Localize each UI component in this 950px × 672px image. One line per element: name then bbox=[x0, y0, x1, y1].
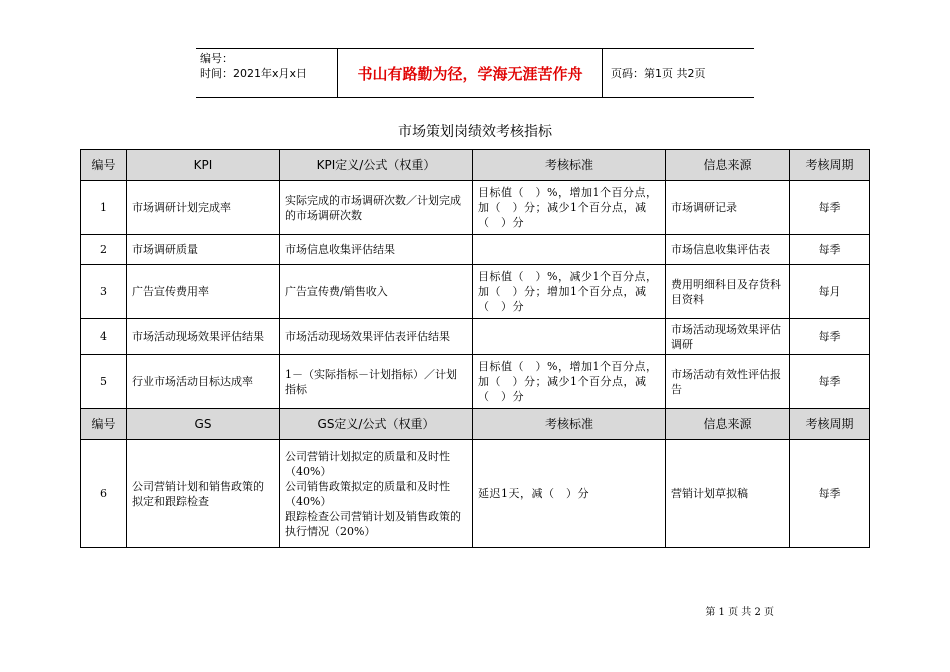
page-header bbox=[196, 48, 754, 98]
row-definition: 1－（实际指标－计划指标）／计划指标 bbox=[280, 355, 473, 409]
table-row bbox=[81, 235, 870, 265]
col-header-period: 考核周期 bbox=[790, 409, 870, 440]
col-header-kpi: KPI bbox=[127, 150, 280, 181]
col-header-standard: 考核标准 bbox=[473, 409, 666, 440]
row-period: 每季 bbox=[790, 319, 870, 355]
row-standard bbox=[473, 235, 666, 265]
col-header-gs-definition: GS定义/公式（权重） bbox=[280, 409, 473, 440]
row-standard: 目标值（ ）%，增加1个百分点，加（ ）分；减少1个百分点，减（ ）分 bbox=[473, 355, 666, 409]
row-no: 4 bbox=[81, 319, 127, 355]
row-source: 市场调研记录 bbox=[666, 181, 790, 235]
row-source: 市场活动有效性评估报告 bbox=[666, 355, 790, 409]
col-header-no: 编号 bbox=[81, 409, 127, 440]
col-header-gs: GS bbox=[127, 409, 280, 440]
document-time-label: 时间：2021年x月x日 bbox=[200, 67, 308, 80]
definition-line: 跟踪检查公司营销计划及销售政策的执行情况（20%） bbox=[285, 509, 461, 538]
table-row bbox=[81, 265, 870, 319]
row-period: 每季 bbox=[790, 440, 870, 548]
col-header-no: 编号 bbox=[81, 150, 127, 181]
col-header-source: 信息来源 bbox=[666, 409, 790, 440]
kpi-header-row bbox=[81, 150, 870, 181]
row-no: 5 bbox=[81, 355, 127, 409]
gs-header-row bbox=[81, 409, 870, 440]
row-period: 每季 bbox=[790, 181, 870, 235]
table-row bbox=[81, 319, 870, 355]
col-header-standard: 考核标准 bbox=[473, 150, 666, 181]
row-standard: 目标值（ ）%，增加1个百分点，加（ ）分；减少1个百分点，减（ ）分 bbox=[473, 181, 666, 235]
row-source: 市场活动现场效果评估调研 bbox=[666, 319, 790, 355]
row-no: 6 bbox=[81, 440, 127, 548]
col-header-period: 考核周期 bbox=[790, 150, 870, 181]
row-kpi-name: 市场活动现场效果评估结果 bbox=[127, 319, 280, 355]
document-title: 市场策划岗绩效考核指标 bbox=[398, 124, 552, 140]
row-definition: 市场信息收集评估结果 bbox=[280, 235, 473, 265]
col-header-kpi-definition: KPI定义/公式（权重） bbox=[280, 150, 473, 181]
row-source: 市场信息收集评估表 bbox=[666, 235, 790, 265]
row-no: 1 bbox=[81, 181, 127, 235]
definition-line: 公司销售政策拟定的质量和及时性（40%） bbox=[285, 479, 450, 508]
table-row bbox=[81, 440, 870, 548]
row-period: 每月 bbox=[790, 265, 870, 319]
row-source: 营销计划草拟稿 bbox=[666, 440, 790, 548]
row-definition: 市场活动现场效果评估表评估结果 bbox=[280, 319, 473, 355]
row-kpi-name: 市场调研质量 bbox=[127, 235, 280, 265]
row-period: 每季 bbox=[790, 235, 870, 265]
row-kpi-name: 行业市场活动目标达成率 bbox=[127, 355, 280, 409]
header-page-number: 页码：第1页 共2页 bbox=[611, 67, 706, 80]
page-footer: 第 1 页 共 2 页 bbox=[705, 607, 774, 618]
document-number-label: 编号： bbox=[200, 52, 233, 65]
header-meta bbox=[196, 49, 338, 97]
col-header-source: 信息来源 bbox=[666, 150, 790, 181]
row-no: 2 bbox=[81, 235, 127, 265]
table-row bbox=[81, 355, 870, 409]
kpi-table bbox=[80, 149, 870, 548]
header-motto: 书山有路勤为径，学海无涯苦作舟 bbox=[338, 49, 603, 97]
row-definition bbox=[280, 440, 473, 548]
row-period: 每季 bbox=[790, 355, 870, 409]
row-standard: 延迟1天，减（ ）分 bbox=[473, 440, 666, 548]
row-no: 3 bbox=[81, 265, 127, 319]
row-source: 费用明细科目及存货科目资料 bbox=[666, 265, 790, 319]
row-kpi-name: 广告宣传费用率 bbox=[127, 265, 280, 319]
definition-line: 公司营销计划拟定的质量和及时性（40%） bbox=[285, 449, 450, 478]
row-standard bbox=[473, 319, 666, 355]
row-gs-name: 公司营销计划和销售政策的拟定和跟踪检查 bbox=[127, 440, 280, 548]
row-kpi-name: 市场调研计划完成率 bbox=[127, 181, 280, 235]
row-definition: 广告宣传费/销售收入 bbox=[280, 265, 473, 319]
row-definition: 实际完成的市场调研次数／计划完成的市场调研次数 bbox=[280, 181, 473, 235]
row-standard: 目标值（ ）%，减少1个百分点，加（ ）分；增加1个百分点，减（ ）分 bbox=[473, 265, 666, 319]
table-row bbox=[81, 181, 870, 235]
